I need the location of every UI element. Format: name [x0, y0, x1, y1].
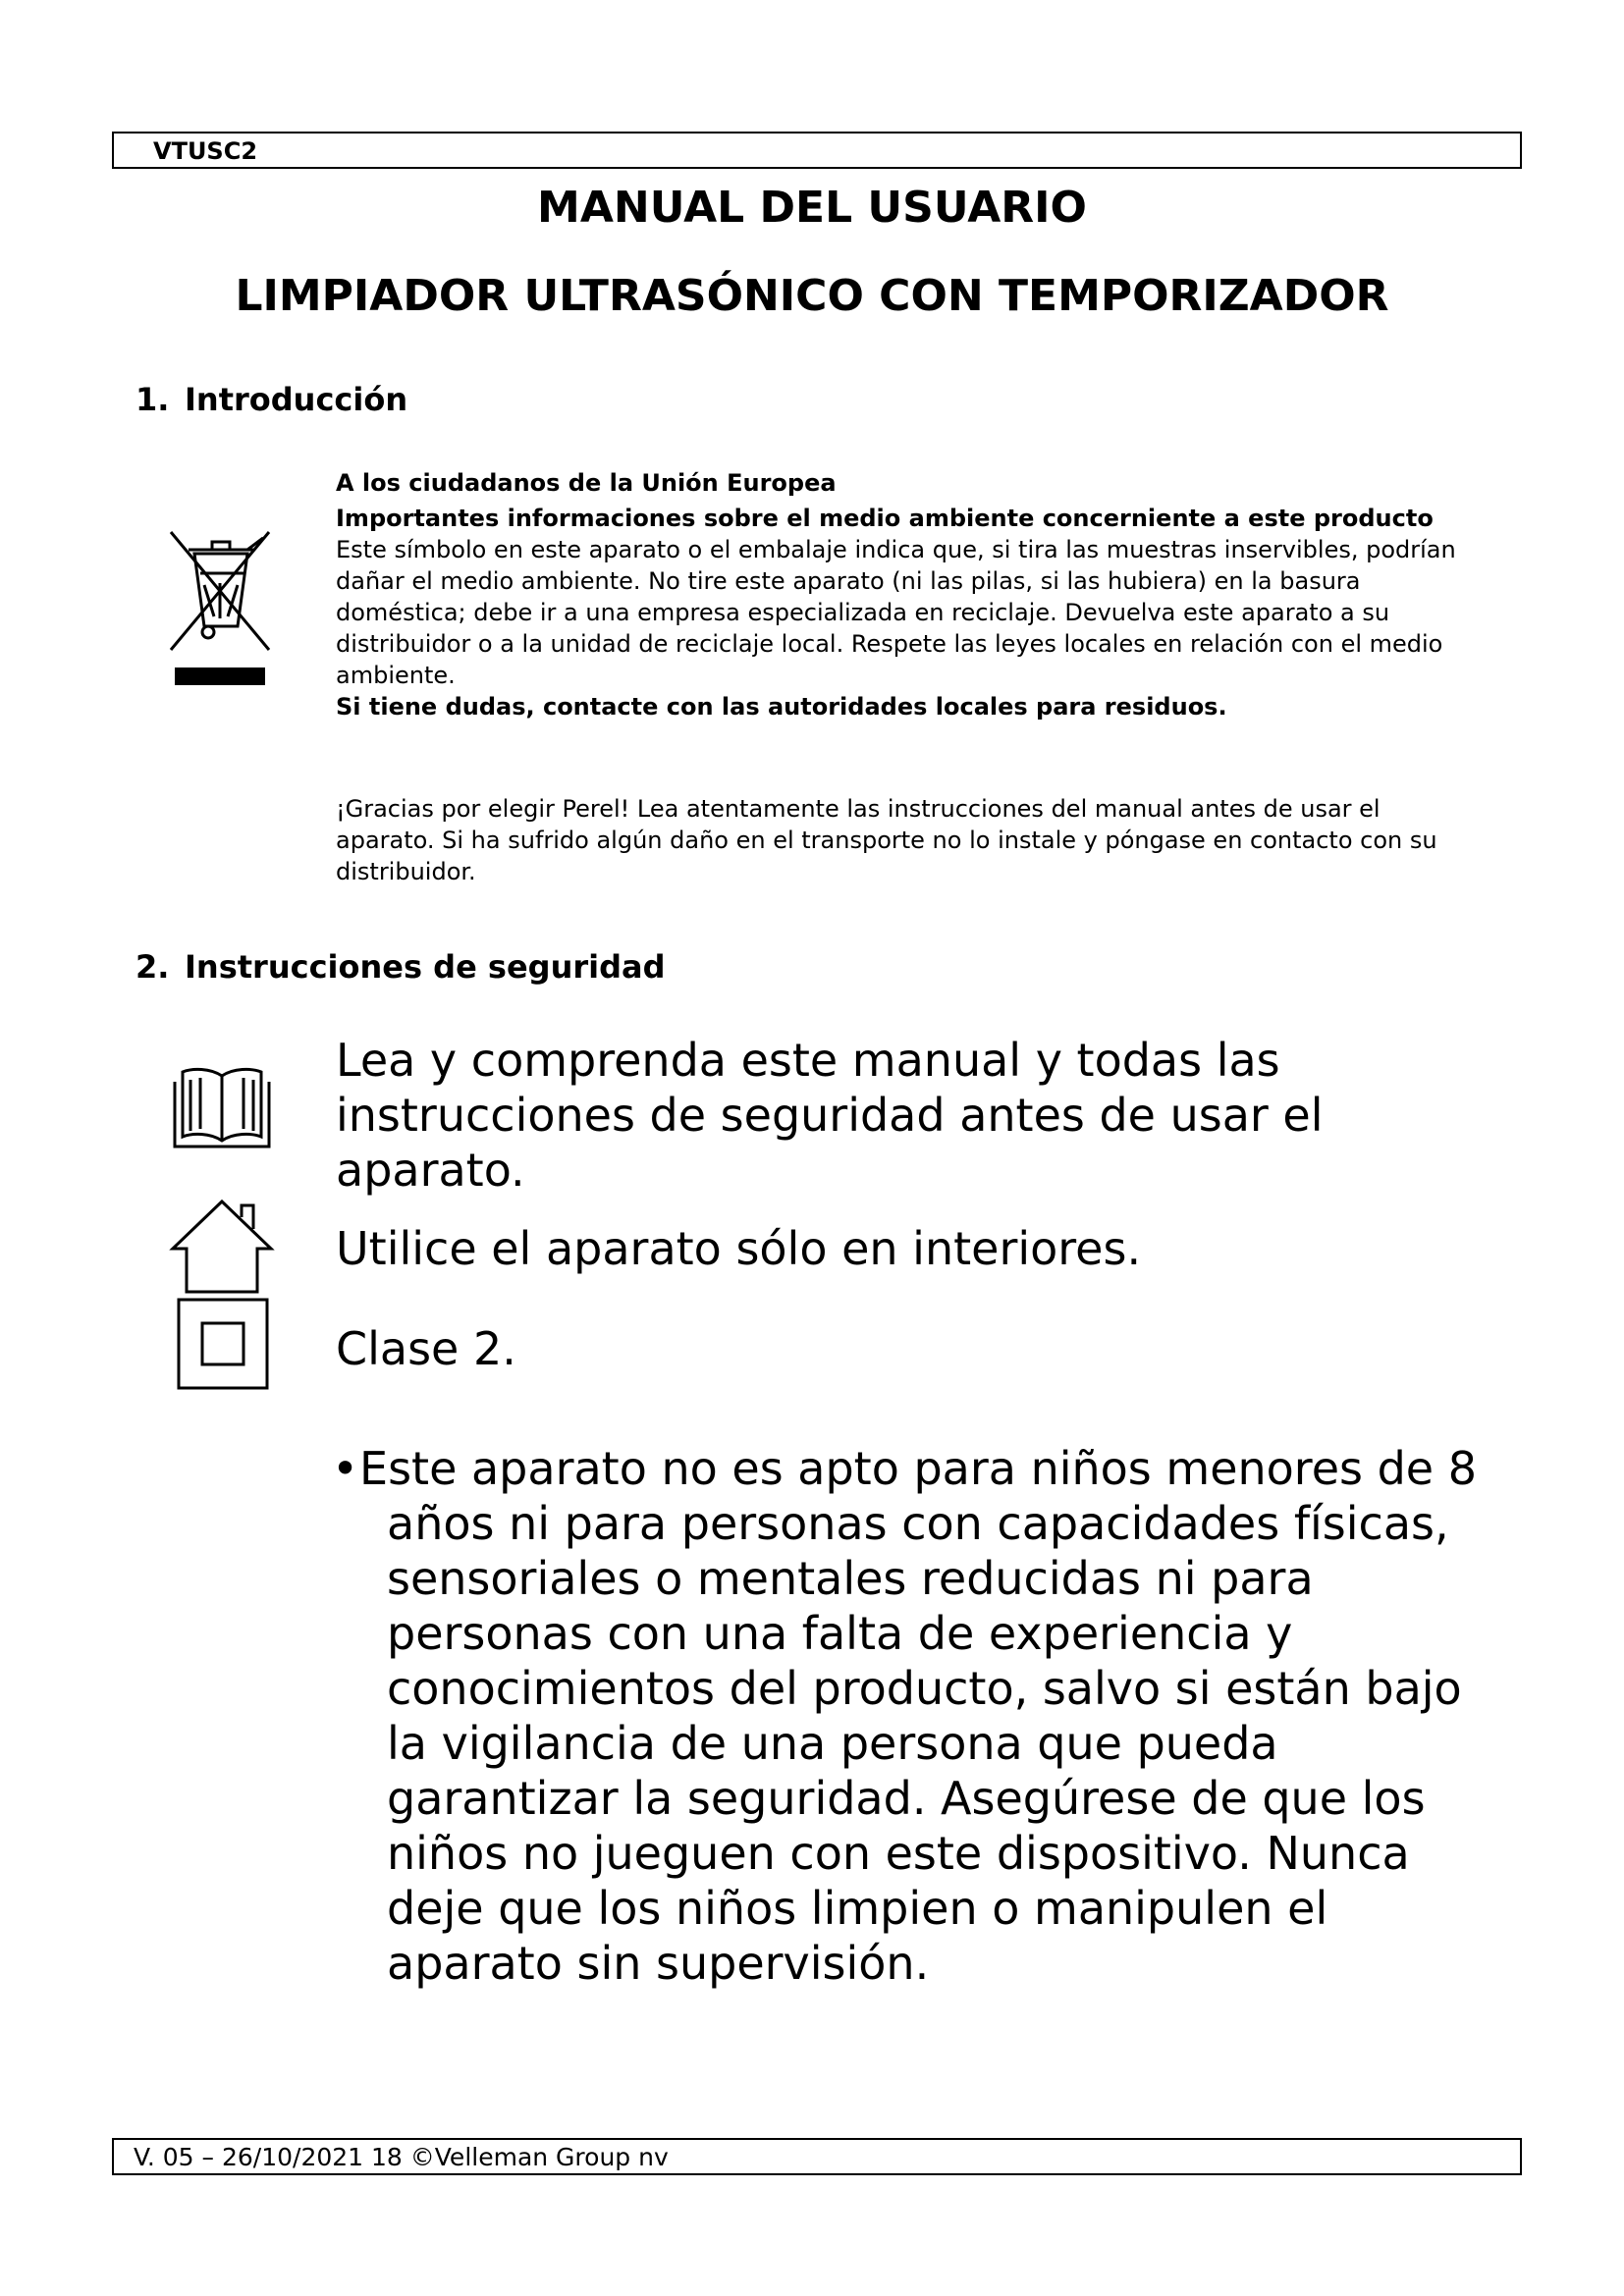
- bullet-icon: •: [332, 1442, 359, 1495]
- footer-box: [112, 2138, 1522, 2175]
- class-2-double-square-icon: [177, 1298, 269, 1390]
- section-title: Introducción: [185, 381, 408, 418]
- environment-contact: Si tiene dudas, contacte con las autoridades locales para residuos.: [336, 693, 1227, 721]
- section-safety-heading: [135, 948, 666, 986]
- environment-body: Este símbolo en este aparato o el embalaje indica que, si tira las muestras inservibles, podrían dañar el medio ambiente. No tire este aparato (ni las pilas, si las hubiera) en la basura doméstica; debe ir a una empresa especializada en reciclaje. Devuelva este aparato a su distribuidor o a la unidad de reciclaje local. Respete las leyes locales en relación con el medio ambiente.: [336, 536, 1456, 689]
- indoor-house-icon: [169, 1198, 275, 1296]
- manual-title: MANUAL DEL USUARIO: [537, 183, 1087, 233]
- eu-notice: [336, 467, 1475, 722]
- product-title: LIMPIADOR ULTRASÓNICO CON TEMPORIZADOR: [235, 271, 1389, 321]
- manual-book-icon: [169, 1062, 275, 1150]
- section-number: 1.: [135, 381, 170, 418]
- thanks-paragraph: ¡Gracias por elegir Perel! Lea atentamente las instrucciones del manual antes de usar el aparato. Si ha sufrido algún daño en el transporte no lo instale y póngase en contacto con su distribuidor.: [336, 795, 1437, 885]
- children-warning: Este aparato no es apto para niños menores de 8 años ni para personas con capacidades físicas, sensoriales o mentales reducidas ni para personas con una falta de experiencia y conocimientos del producto, salvo si están bajo la vigilancia de una persona que pueda garantizar la seguridad. Asegúrese de que los niños no jueguen con este dispositivo. Nunca deje que los niños limpien o manipulen el aparato sin supervisión.: [359, 1442, 1477, 1990]
- section-title: Instrucciones de seguridad: [185, 948, 666, 986]
- eu-heading: A los ciudadanos de la Unión Europea: [336, 469, 837, 497]
- safety-item-indoor-use: Utilice el aparato sólo en interiores.: [336, 1222, 1142, 1275]
- header-box: [112, 132, 1522, 169]
- crossed-out-wheelie-bin-icon: [161, 526, 279, 693]
- footer-version: V. 05 – 26/10/2021 18 ©Velleman Group nv: [134, 2143, 669, 2171]
- safety-item-read-manual: Lea y comprenda este manual y todas las instrucciones de seguridad antes de usar el aparato.: [336, 1034, 1324, 1197]
- environment-heading: Importantes informaciones sobre el medio ambiente concerniente a este producto: [336, 505, 1434, 532]
- safety-item-class-2: Clase 2.: [336, 1322, 516, 1375]
- safety-bullet: [332, 1441, 1510, 1991]
- section-introduction-heading: [135, 381, 407, 418]
- section-number: 2.: [135, 948, 170, 986]
- product-code: VTUSC2: [153, 137, 258, 165]
